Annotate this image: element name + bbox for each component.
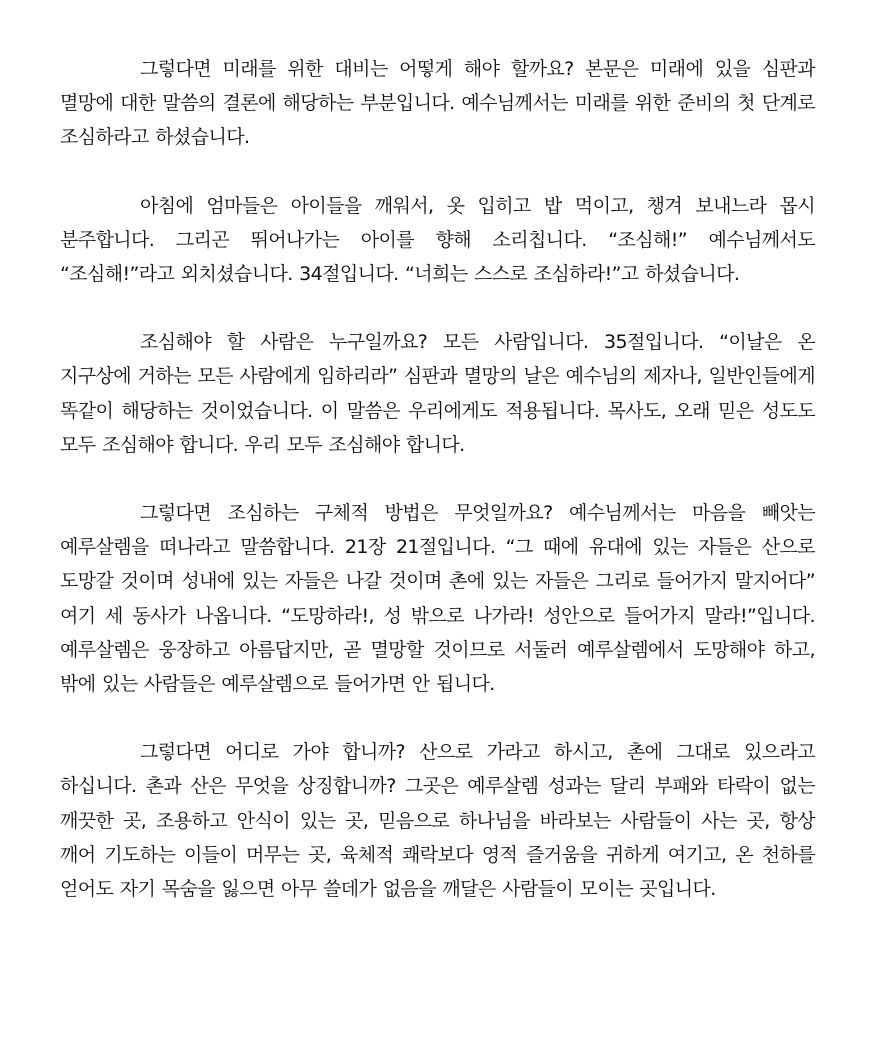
paragraph-who-should-beware: 조심해야 할 사람은 누구일까요? 모든 사람입니다. 35절입니다. “이날은 온 지구상에 거하는 모든 사람에게 임하리라” 심판과 멸망의 날은 예수님의 제자나, 일반인들에게 똑같이 해당하는 것이었습니다. 이 말씀은 우리에게도 적용됩니다. 목사도, 오래 믿은 성도도 모두 조심해야 합니다. 우리 모두 조심해야 합니다. xyxy=(60,331,815,456)
paragraph-be-careful: 아침에 엄마들은 아이들을 깨워서, 옷 입히고 밥 먹이고, 챙겨 보내느라 몹시 분주합니다. 그리곤 뛰어나가는 아이를 향해 소리칩니다. “조심해!” 예수님께서도 “조심해!”라고 외치셨습니다. 34절입니다. “너희는 스스로 조심하라!”고 하셨습니다. xyxy=(60,194,815,286)
paragraph-where-to-go: 그렇다면 어디로 가야 합니까? 산으로 가라고 하시고, 촌에 그대로 있으라고 하십니다. 촌과 산은 무엇을 상징합니까? 그곳은 예루살렘 성과는 달리 부패와 타락이 없는 깨끗한 곳, 조용하고 안식이 있는 곳, 믿음으로 하나님을 바라보는 사람들이 사는 곳, 항상 깨어 기도하는 이들이 머무는 곳, 육체적 쾌락보다 영적 즐거움을 귀하게 여기고, 온 천하를 얻어도 자기 목숨을 잃으면 아무 쓸데가 없음을 깨달은 사람들이 모이는 곳입니다. xyxy=(60,741,815,901)
paragraph-leave-jerusalem: 그렇다면 조심하는 구체적 방법은 무엇일까요? 예수님께서는 마음을 빼앗는 예루살렘을 떠나라고 말씀합니다. 21장 21절입니다. “그 때에 유대에 있는 자들은 산으로 도망갈 것이며 성내에 있는 자들은 나갈 것이며 촌에 있는 자들은 그리로 들어가지 말지어다” 여기 세 동사가 나옵니다. “도망하라!, 성 밖으로 나가라! 성안으로 들어가지 말라!”입니다. 예루살렘은 웅장하고 아름답지만, 곧 멸망할 것이므로 서둘러 예루살렘에서 도망해야 하고, 밖에 있는 사람들은 예루살렘으로 들어가면 안 됩니다. xyxy=(60,502,815,696)
document-page xyxy=(60,52,815,906)
paragraph-preparation: 그렇다면 미래를 위한 대비는 어떻게 해야 할까요? 본문은 미래에 있을 심판과 멸망에 대한 말씀의 결론에 해당하는 부분입니다. 예수님께서는 미래를 위한 준비의 첫 단계로 조심하라고 하셨습니다. xyxy=(60,58,815,149)
